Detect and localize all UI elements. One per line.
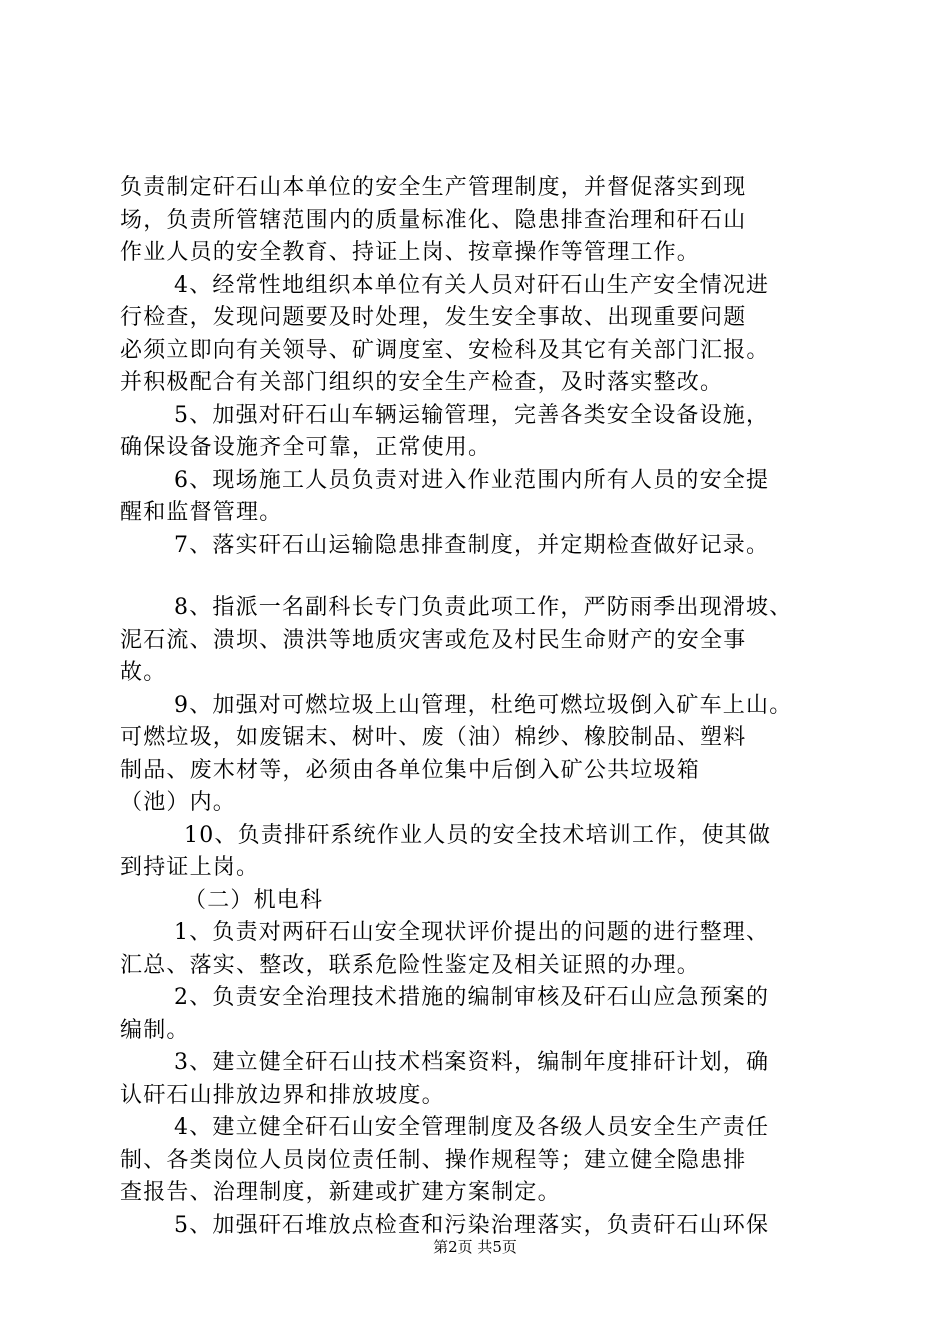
text-line: 确保设备设施齐全可靠，正常使用。 xyxy=(120,435,492,460)
text-line: （池）内。 xyxy=(120,790,237,815)
text-line: 制、各类岗位人员岗位责任制、操作规程等；建立健全隐患排 xyxy=(120,1147,747,1173)
document-body xyxy=(120,172,840,1242)
text-line: 到持证上岗。 xyxy=(120,855,260,880)
text-line: 4、建立健全矸石山安全管理制度及各级人员安全生产责任 xyxy=(174,1115,770,1140)
text-line: 场，负责所管辖范围内的质量标准化、隐患排查治理和矸石山 xyxy=(120,207,747,233)
text-line: 作业人员的安全教育、持证上岗、按章操作等管理工作。 xyxy=(120,240,701,265)
page-number-footer: 第2页 共5页 xyxy=(433,1238,517,1256)
text-line: 2、负责安全治理技术措施的编制审核及矸石山应急预案的 xyxy=(174,985,770,1010)
text-line: 可燃垃圾，如废锯末、树叶、废（油）棉纱、橡胶制品、塑料 xyxy=(120,725,747,750)
section-heading: （二）机电科 xyxy=(184,887,324,913)
text-line: 醒和监督管理。 xyxy=(120,500,283,525)
text-line: 制品、废木材等，必须由各单位集中后倒入矿公共垃圾箱 xyxy=(120,757,701,783)
text-line: 泥石流、溃坝、溃洪等地质灾害或危及村民生命财产的安全事 xyxy=(120,627,747,653)
text-line: 3、建立健全矸石山技术档案资料，编制年度排矸计划，确 xyxy=(174,1050,770,1075)
text-line: 行检查，发现问题要及时处理，发生安全事故、出现重要问题 xyxy=(120,305,747,330)
text-line: 1、负责对两矸石山安全现状评价提出的问题的进行整理、 xyxy=(174,920,770,945)
text-line: 查报告、治理制度，新建或扩建方案制定。 xyxy=(120,1180,561,1205)
text-line: 认矸石山排放边界和排放坡度。 xyxy=(120,1082,445,1108)
text-line: 并积极配合有关部门组织的安全生产检查，及时落实整改。 xyxy=(120,370,724,395)
text-line: 负责制定矸石山本单位的安全生产管理制度，并督促落实到现 xyxy=(120,175,747,200)
text-line: 编制。 xyxy=(120,1017,190,1043)
text-line: 5、加强矸石堆放点检查和污染治理落实，负责矸石山环保 xyxy=(174,1212,770,1238)
text-line: 9、加强对可燃垃圾上山管理，杜绝可燃垃圾倒入矿车上山。 xyxy=(174,692,793,718)
text-line: 故。 xyxy=(120,660,167,685)
text-line: 10、负责排矸系统作业人员的安全技术培训工作，使其做 xyxy=(184,822,772,848)
text-line: 6、现场施工人员负责对进入作业范围内所有人员的安全提 xyxy=(174,467,770,493)
text-line: 7、落实矸石山运输隐患排查制度，并定期检查做好记录。 xyxy=(174,532,770,558)
text-line: 4、经常性地组织本单位有关人员对矸石山生产安全情况进 xyxy=(174,272,770,298)
text-line: 汇总、落实、整改，联系危险性鉴定及相关证照的办理。 xyxy=(120,952,701,978)
text-line: 8、指派一名副科长专门负责此项工作，严防雨季出现滑坡、 xyxy=(174,595,793,620)
text-line: 必须立即向有关领导、矿调度室、安检科及其它有关部门汇报。 xyxy=(120,337,770,363)
text-line: 5、加强对矸石山车辆运输管理，完善各类安全设备设施， xyxy=(174,402,770,428)
